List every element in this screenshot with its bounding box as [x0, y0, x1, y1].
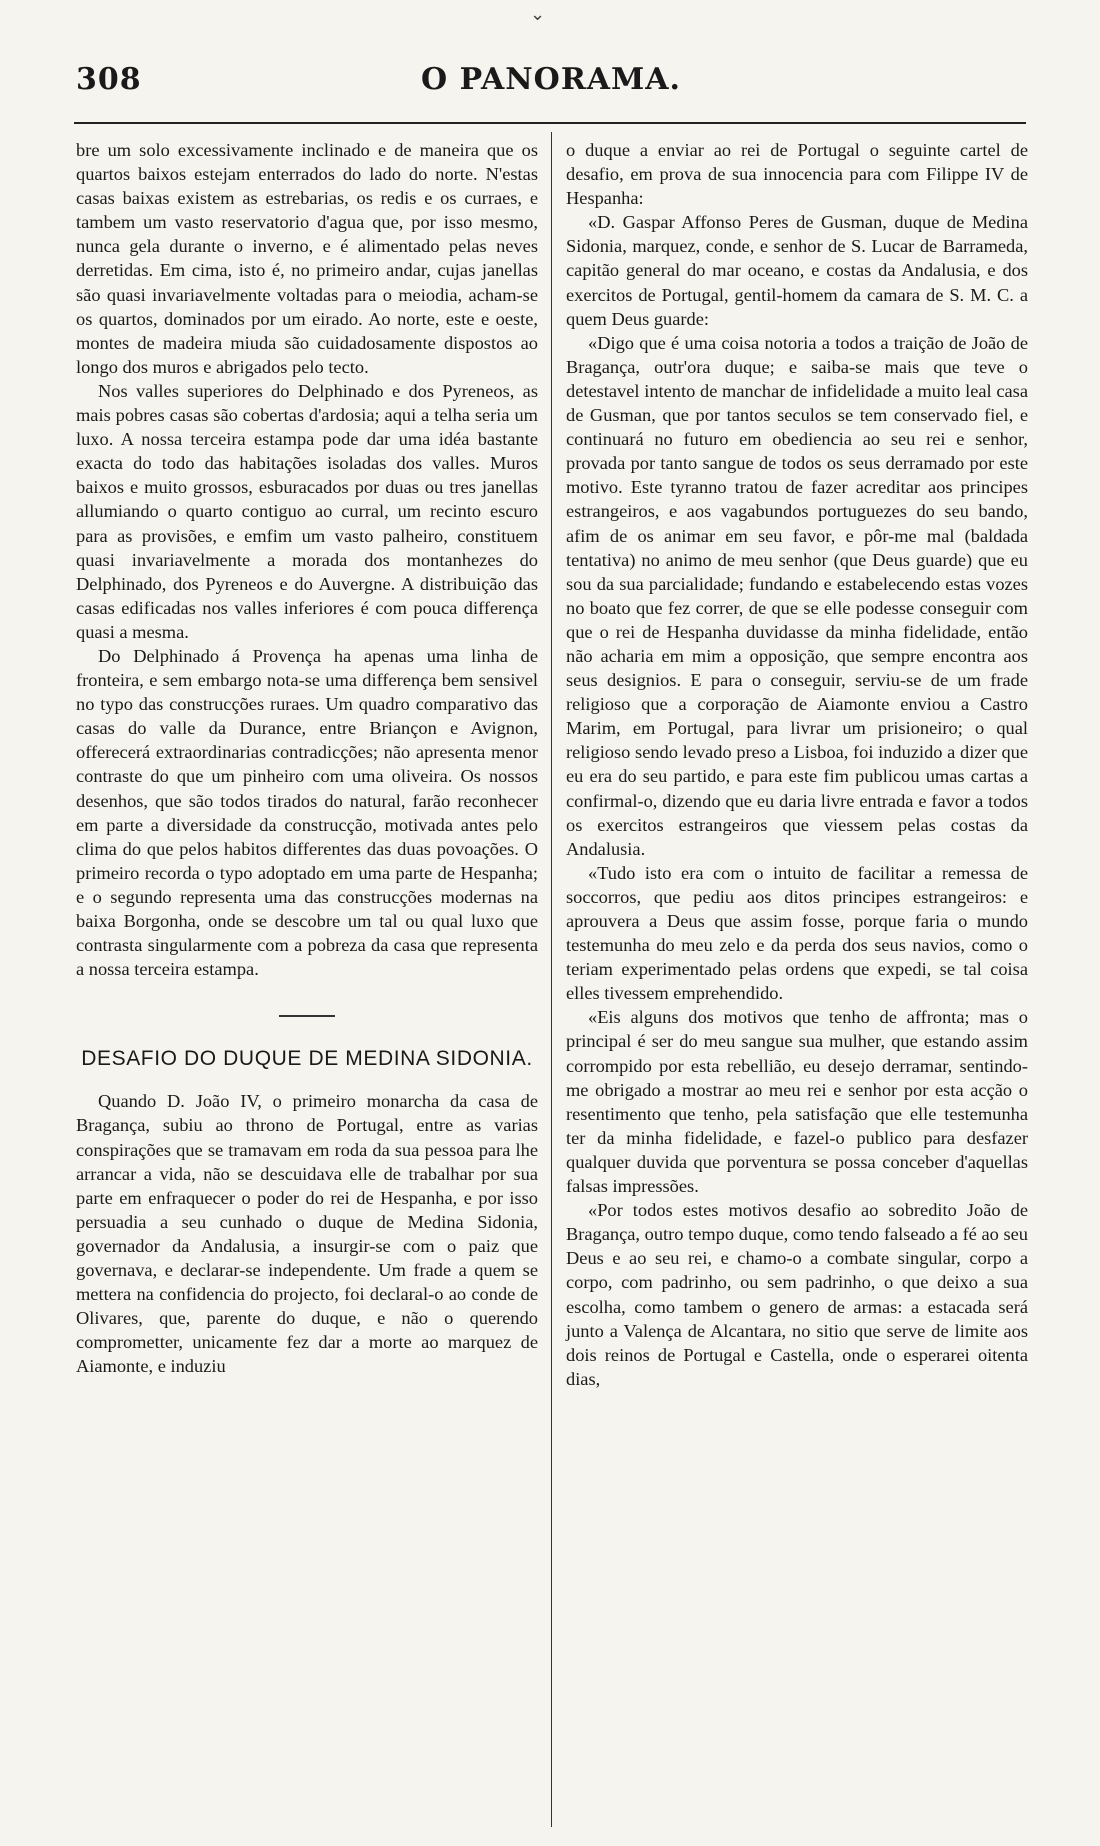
- page-number: 308: [76, 62, 142, 97]
- right-paragraph-2: «D. Gaspar Affonso Peres de Gusman, duque de Medina Sidonia, marquez, conde, e senhor de S. Lucar de Barrameda, capitão general do mar oceano, e costas da Andalusia, e dos exercitos de Portugal, gentil-homem da camara de S. M. C. a quem Deus guarde:: [566, 212, 1028, 329]
- right-paragraph-1: o duque a enviar ao rei de Portugal o seguinte cartel de desafio, em prova de sua innocencia para com Filippe IV de Hespanha:: [566, 140, 1028, 209]
- page-header: [76, 62, 1026, 106]
- right-paragraph-3: «Digo que é uma coisa notoria a todos a traição de João de Bragança, outr'ora duque; e saiba-se mais que teve o detestavel intento de manchar de infidelidade a muito leal casa de Gusman, que por tantos seculos se tem conservado fiel, e continuará no futuro em obediencia ao seu rei e senhor, provada por tanto sangue de todos os seus derramado por este motivo. Este tyranno tratou de fazer acreditar aos principes estrangeiros, e aos vagabundos portuguezes do seu bando, afim de os animar em seu favor, e pôr-me mal (baldada tentativa) no animo de meu senhor (que Deus guarde) que eu sou da sua parcialidade; fundando e estabelecendo estas vozes no boato que fez correr, de que se elle podesse conseguir com que o rei de Hespanha duvidasse da minha fidelidade, então não acharia em mim a opposição, que sempre encontra aos seus designios. E para o conseguir, serviu-se de um frade religioso que a corporação de Aiamonte enviou a Castro Marim, em Portugal, para livrar um prisioneiro; o qual religioso sendo levado preso a Lisboa, foi induzido a dizer que eu era do seu partido, e para este fim publicou umas cartas a confirmal-o, dizendo que eu daria livre entrada e favor a todos os exercitos estrangeiros que viessem pelas costas da Andalusia.: [566, 332, 1028, 859]
- column-divider: [551, 132, 552, 1827]
- journal-title: O PANORAMA.: [421, 62, 681, 97]
- left-paragraph-3: Do Delphinado á Provença ha apenas uma linha de fronteira, e sem embargo nota-se uma differença bem sensivel no typo das construcções ruraes. Um quadro comparativo das casas do valle da Durance, entre Briançon e Avignon, offerecerá extraordinarias contradicções; não apresenta menor contraste do que um pinheiro com uma oliveira. Os nossos desenhos, que são todos tirados do natural, farão reconhecer em parte a diversidade da construcção, motivada antes pelo clima do que pelos habitos differentes das duas povoações. O primeiro recorda o typo adoptado em uma parte de Hespanha; e o segundo representa uma das construcções modernas na baixa Borgonha, onde se descobre um tal ou qual luxo que contrasta singularmente com a pobreza da casa que representa a nossa terceira estampa.: [76, 645, 538, 980]
- right-paragraph-4: «Tudo isto era com o intuito de facilitar a remessa de soccorros, que pediu aos ditos principes estrangeiros: e aprouvera a Deus que assim fosse, porque faria o mundo testemunha do meu zelo e da perda dos seus navios, como o teriam experimentado pelas ordens que expedi, se tal coisa elles tivessem emprehendido.: [566, 862, 1028, 1004]
- top-mark: ⌄: [530, 4, 546, 25]
- section-separator: [279, 1015, 335, 1017]
- right-paragraph-5: «Eis alguns dos motivos que tenho de affronta; mas o principal é ser do meu sangue sua mulher, que estando assim corrompido por esta rebellião, eu desejo derramar, sentindo-me obrigado a mostrar ao meu rei e senhor por esta acção o resentimento que tenho, pela satisfação que elle testemunha ter da minha fidelidade, e fazel-o publico para desfazer qualquer duvida que porventura se possa conceber d'aquellas falsas impressões.: [566, 1007, 1028, 1197]
- left-paragraph-1: bre um solo excessivamente inclinado e de maneira que os quartos baixos estejam enterrados do lado do norte. N'estas casas baixas existem as estrebarias, os redis e os curraes, e tambem um vasto reservatorio d'agua que, por isso mesmo, nunca gela durante o inverno, e é alimentado pelas neves derretidas. Em cima, isto é, no primeiro andar, cujas janellas são quasi invariavelmente voltadas para o meiodia, acham-se os quartos, dominados por um eirado. Ao norte, este e oeste, montes de madeira miuda são cuidadosamente dispostos ao longo dos muros e abrigados pelo tecto.: [76, 140, 538, 377]
- left-paragraph-2: Nos valles superiores do Delphinado e dos Pyreneos, as mais pobres casas são cobertas d'ardosia; aqui a telha seria um luxo. A nossa terceira estampa pode dar uma idéa bastante exacta do todo das habitações isoladas dos valles. Muros baixos e muito grossos, esburacados por duas ou tres janellas allumiando o quarto contiguo ao curral, um recinto escuro para as provisões, e emfim um vasto palheiro, constituem quasi invariavelmente a morada dos montanhezes do Delphinado, dos Pyreneos e do Auvergne. A distribuição das casas edificadas nos valles inferiores é com pouca differença quasi a mesma.: [76, 380, 538, 642]
- left-column: [76, 138, 538, 1379]
- section-paragraph: Quando D. João IV, o primeiro monarcha da casa de Bragança, subiu ao throno de Portugal, entre as varias conspirações que se tramavam em roda da sua pessoa para lhe arrancar a vida, não se descuidava elle de trabalhar por sua parte em enfraquecer o poder do rei de Hespanha, e por isso persuadia a seu cunhado o duque de Medina Sidonia, governador da Andalusia, a insurgir-se com o paiz que governava, e declarar-se independente. Um frade a quem se mettera na confidencia do projecto, foi declaral-o ao conde de Olivares, que, parente do duque, e não o querendo comprometter, unicamente fez dar a morte ao marquez de Aiamonte, e induziu: [76, 1091, 538, 1377]
- right-paragraph-6: «Por todos estes motivos desafio ao sobredito João de Bragança, outro tempo duque, como tendo falseado a fé ao seu Deus e ao seu rei, e chamo-o a combate singular, corpo a corpo, com padrinho, ou sem padrinho, o que deixo a sua escolha, como tambem o genero de armas: a estacada será junto a Valença de Alcantara, no sitio que serve de limite aos dois reinos de Portugal e Castella, onde o esperarei oitenta dias,: [566, 1200, 1028, 1389]
- section-title: DESAFIO DO DUQUE DE MEDINA SIDONIA.: [81, 1047, 533, 1071]
- header-rule: [74, 122, 1026, 124]
- right-column: [566, 138, 1028, 1391]
